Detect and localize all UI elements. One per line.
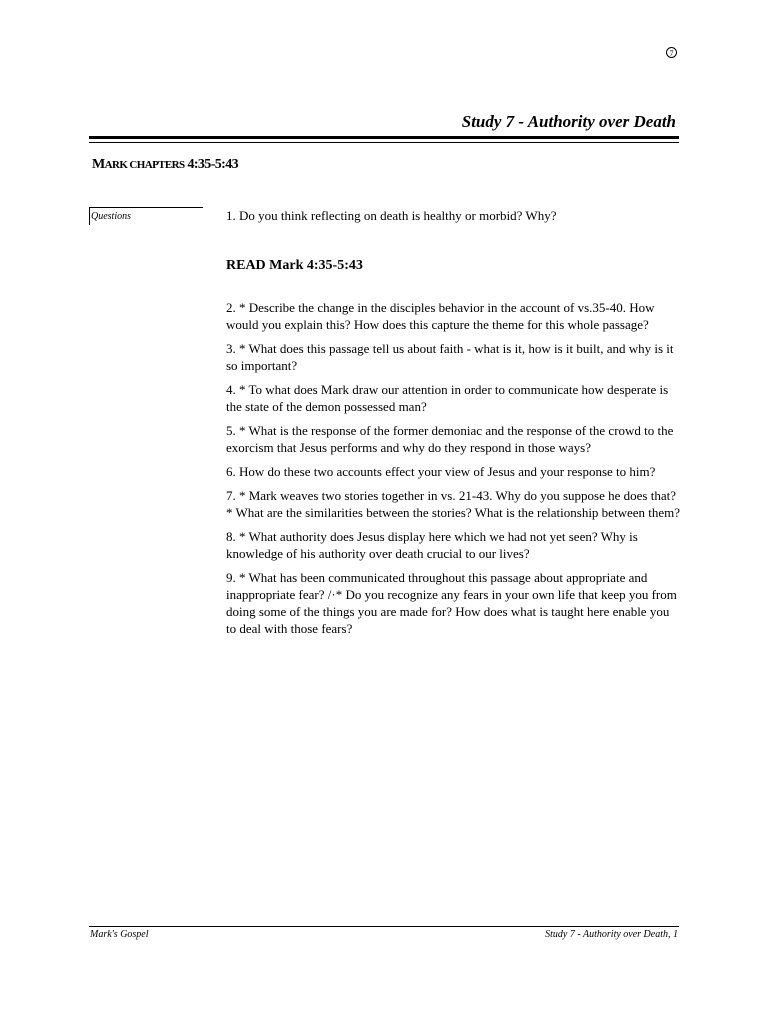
question-5: 5. * What is the response of the former demoniac and the response of the crowd to the exorcism that Jesus performs and why do they respond in those ways? bbox=[226, 423, 674, 455]
chapter-small-caps: ARK CHAPTERS bbox=[104, 159, 185, 171]
questions-label: Questions bbox=[91, 211, 131, 222]
question-3: 3. * What does this passage tell us about faith - what is it, how is it built, and why is it so important? bbox=[226, 341, 674, 373]
header-rule-thin bbox=[89, 142, 679, 143]
question-2: 2. * Describe the change in the disciples behavior in the account of vs.35-40. How would you explain this? How does this capture the theme for this whole passage? bbox=[226, 300, 655, 332]
question-1: 1. Do you think reflecting on death is healthy or morbid? Why? bbox=[226, 208, 557, 223]
page-number-marker: 7 bbox=[666, 47, 677, 58]
footer-rule bbox=[89, 926, 679, 927]
study-title: Study 7 - Authority over Death bbox=[461, 112, 676, 131]
question-8: 8. * What authority does Jesus display here which we had not yet seen? Why is knowledge of his authority over death crucial to our lives? bbox=[226, 529, 638, 561]
question-7: 7. * Mark weaves two stories together in vs. 21-43. Why do you suppose he does that? * What are the similarities between the stories? What is the relationship between them? bbox=[226, 488, 681, 520]
header-rule-thick bbox=[89, 136, 679, 139]
footer-right: Study 7 - Authority over Death, 1 bbox=[545, 929, 678, 940]
questions-content bbox=[226, 207, 682, 637]
question-6: 6. How do these two accounts effect your view of Jesus and your response to him? bbox=[226, 464, 656, 479]
question-9: 9. * What has been communicated throughout this passage about appropriate and inappropriate fear? /·* Do you recognize any fears in your own life that keep you from doing some of the things you are made for? How does what is taught here enable you to deal with those fears? bbox=[226, 570, 677, 636]
chapter-heading bbox=[92, 157, 238, 173]
read-instruction: READ Mark 4:35-5:43 bbox=[226, 258, 363, 273]
question-4: 4. * To what does Mark draw our attention in order to communicate how desperate is the state of the demon possessed man? bbox=[226, 382, 669, 414]
chapter-initial: M bbox=[92, 157, 105, 172]
chapter-reference: 4:35-5:43 bbox=[187, 157, 239, 172]
footer-left: Mark's Gospel bbox=[90, 929, 149, 940]
